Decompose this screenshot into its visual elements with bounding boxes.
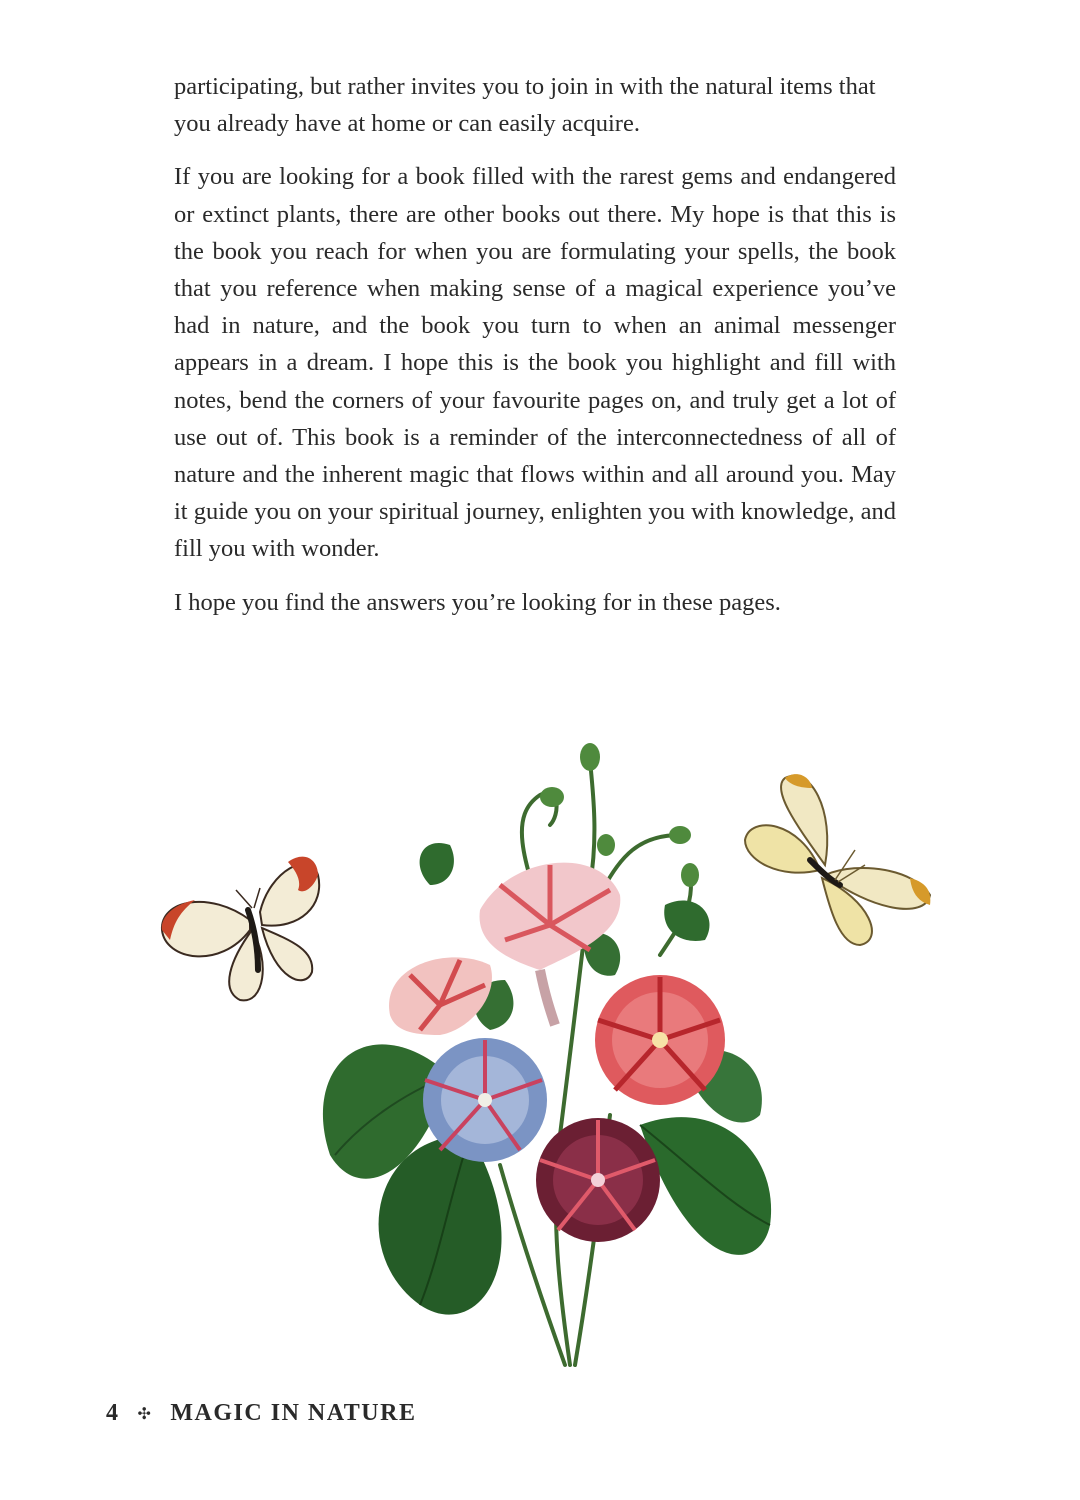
running-title: MAGIC IN NATURE bbox=[170, 1400, 417, 1426]
botanical-illustration bbox=[120, 735, 960, 1385]
page-footer bbox=[106, 1400, 416, 1427]
paragraph: If you are looking for a book filled with the rarest gems and endangered or extinct plants, there are other books out there. My hope is that this is the book you reach for when you are formulating your spells, the book that you reference when making sense of a magical experience you’ve had in nature, and the book you turn to when an animal messenger appears in a dream. I hope this is the book you highlight and fill with notes, bend the corners of your favourite pages on, and truly get a lot of use out of. This book is a reminder of the interconnectedness of all of nature and the inherent magic that flows within and all around you. May it guide you on your spiritual journey, enlighten you with knowledge, and fill you with wonder. bbox=[174, 163, 896, 563]
flower-purple bbox=[536, 1118, 660, 1242]
body-text bbox=[174, 68, 896, 637]
paragraph: participating, but rather invites you to join in with the natural items that you already have at home or can easily acquire. bbox=[174, 73, 876, 138]
page-number: 4 bbox=[106, 1400, 120, 1426]
leaf bbox=[420, 843, 454, 885]
butterfly-right bbox=[745, 774, 930, 945]
flower-pink-left bbox=[389, 957, 492, 1035]
flower-red bbox=[595, 975, 725, 1105]
paragraph: I hope you find the answers you’re looking for in these pages. bbox=[174, 588, 781, 616]
butterfly-left bbox=[162, 857, 319, 1001]
flower-blue bbox=[423, 1038, 547, 1162]
ornament-separator: ✣ bbox=[137, 1405, 153, 1423]
